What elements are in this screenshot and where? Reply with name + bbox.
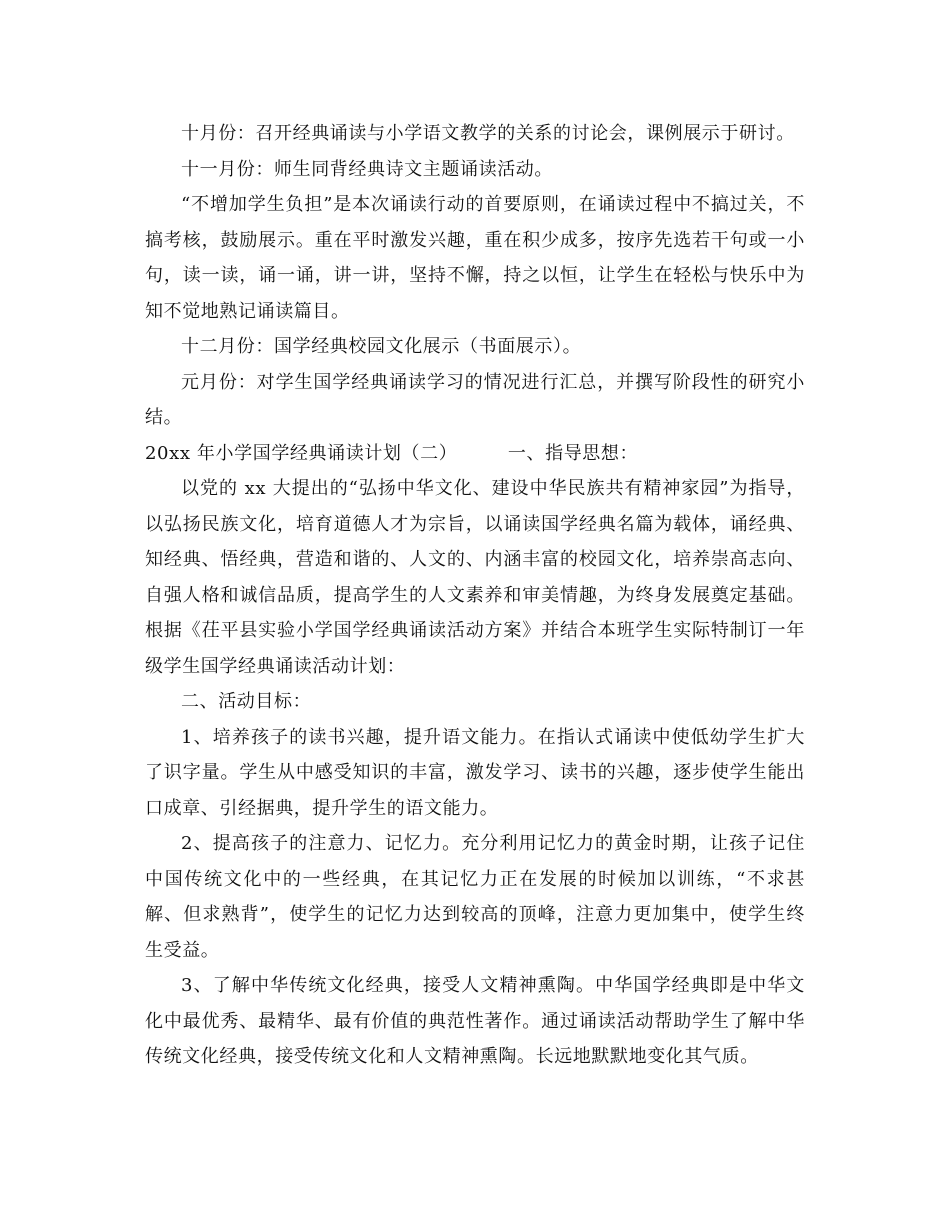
paragraph-principle: “不增加学生负担”是本次诵读行动的首要原则，在诵读过程中不搞过关，不搞考核，鼓励展示。重在平时激发兴趣，重在积少成多，按序先选若干句或一小句，读一读，诵一诵，讲一讲，坚持不懈，持之以恒，让学生在轻松与快乐中为知不觉地熟记诵读篇目。 [145, 194, 805, 322]
section-heading-goals: 二、活动目标： [181, 691, 312, 712]
paragraph-november: 十一月份：师生同背经典诗文主题诵读活动。 [181, 158, 553, 180]
paragraph-goal-2: 2、提高孩子的注意力、记忆力。充分利用记忆力的黄金时期，让孩子记住中国传统文化中的一些经典，在其记忆力正在发展的时候加以训练，“不求甚解、但求熟背”，使学生的记忆力达到较高的顶峰，注意力更加集中，使学生终生受益。 [145, 833, 805, 961]
paragraph-guiding-thought: 以党的 xx 大提出的“弘扬中华文化、建设中华民族共有精神家园”为指导，以弘扬民族文化，培育道德人才为宗旨，以诵读国学经典名篇为载体，诵经典、知经典、悟经典，营造和谐的、人文的、内涵丰富的校园文化，培养崇高志向、自强人格和诚信品质，提高学生的人文素养和审美情趣，为终身发展奠定基础。根据《茌平县实验小学国学经典诵读活动方案》并结合本班学生实际特制订一年级学生国学经典诵读活动计划： [145, 478, 805, 677]
paragraph-october: 十月份：召开经典诵读与小学语文教学的关系的讨论会，课例展示于研讨。 [181, 123, 795, 144]
paragraph-december: 十二月份：国学经典校园文化展示（书面展示）。 [181, 336, 582, 357]
plan-two-heading: 20xx 年小学国学经典诵读计划（二） 一、指导思想： [145, 442, 639, 464]
paragraph-goal-3: 3、了解中华传统文化经典，接受人文精神熏陶。中华国学经典即是中华文化中最优秀、最精华、最有价值的典范性著作。通过诵读活动帮助学生了解中华传统文化经典，接受传统文化和人文精神熏陶。长远地默默地变化其气质。 [145, 975, 805, 1067]
paragraph-january: 元月份：对学生国学经典诵读学习的情况进行汇总，并撰写阶段性的研究小结。 [145, 371, 805, 428]
document-page [145, 116, 805, 1075]
paragraph-goal-1: 1、培养孩子的读书兴趣，提升语文能力。在指认式诵读中使低幼学生扩大了识字量。学生从中感受知识的丰富，激发学习、读书的兴趣，逐步使学生能出口成章、引经据典，提升学生的语文能力。 [145, 726, 805, 819]
